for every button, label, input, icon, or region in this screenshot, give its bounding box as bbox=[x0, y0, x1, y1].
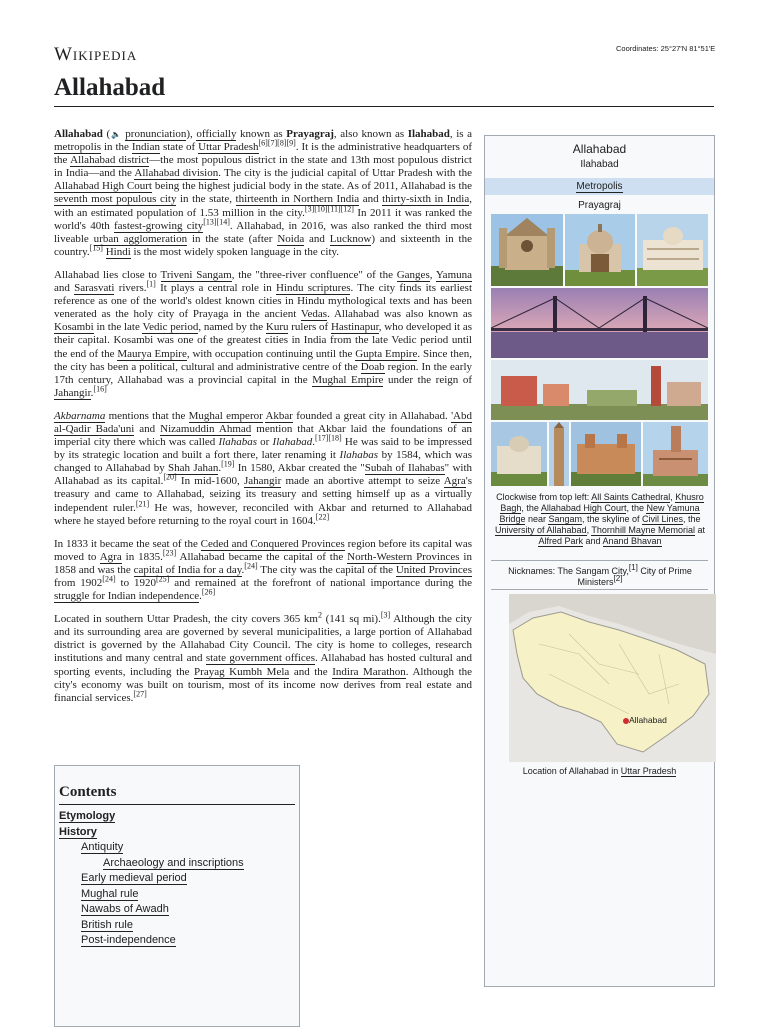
text: in the ancient bbox=[228, 308, 301, 321]
toc-item-mughal-rule[interactable] bbox=[81, 887, 299, 903]
toc-list bbox=[55, 809, 299, 949]
text: In 1580, Akbar created the " bbox=[234, 462, 365, 475]
text: . The city is the judicial capital of Uttar Pradesh with the bbox=[218, 167, 472, 180]
toc-label: Post-independence bbox=[81, 934, 176, 946]
link-allahabad-district[interactable]: Allahabad district bbox=[70, 154, 150, 167]
toc-item-british-rule[interactable] bbox=[81, 918, 299, 934]
link-subah[interactable]: Subah of Ilahabas bbox=[364, 462, 445, 475]
text: In 2011 it was ranked the world's 40th bbox=[54, 206, 472, 232]
link-capital-for-a-day[interactable]: capital of India for a day bbox=[133, 563, 242, 576]
toc-item-early-medieval[interactable] bbox=[81, 871, 299, 887]
link-alfred-park[interactable]: Alfred Park bbox=[538, 536, 583, 546]
photo-new-yamuna-bridge[interactable] bbox=[491, 288, 708, 358]
location-map[interactable] bbox=[509, 594, 716, 762]
paragraph-british bbox=[54, 538, 472, 603]
link-high-court[interactable]: Allahabad High Court bbox=[54, 180, 152, 193]
text: or bbox=[257, 436, 273, 449]
text: , the bbox=[626, 503, 647, 513]
text: region. In the early 17th century, Allahabad was a provincial capital in the bbox=[54, 360, 472, 386]
text: and bbox=[54, 282, 75, 295]
text: by 1584, which was changed to Allahabad by bbox=[54, 449, 473, 475]
link-high-court[interactable]: Allahabad High Court bbox=[540, 503, 627, 513]
toc-item-archaeology[interactable] bbox=[103, 856, 299, 872]
reference[interactable]: [27] bbox=[133, 689, 147, 699]
link-thornhill[interactable]: Thornhill Mayne Memorial bbox=[591, 525, 695, 535]
text: under the reign of bbox=[383, 373, 473, 386]
text: The city was the capital of the bbox=[257, 563, 396, 576]
text: . bbox=[199, 590, 202, 603]
map-marker-label: Allahabad bbox=[629, 715, 667, 725]
toc-title: Contents bbox=[59, 784, 117, 800]
reference[interactable]: [6][7][8][9] bbox=[258, 138, 296, 148]
reference[interactable]: [1] bbox=[146, 279, 156, 289]
text: , the "three-river confluence" of the bbox=[231, 268, 397, 281]
pronunciation-link[interactable]: pronunciation bbox=[125, 128, 187, 140]
map-caption bbox=[485, 766, 714, 776]
table-of-contents bbox=[54, 765, 300, 1027]
infobox-type-band bbox=[485, 178, 714, 195]
text: Although the city and its surrounding area are governed by several municipalities, a large portion of Allahabad district is governed by the Allahabad City Council. The city is home to colleges, research institutions and many central and bbox=[54, 613, 472, 665]
metropolis-link[interactable]: Metropolis bbox=[576, 181, 623, 192]
text: He was, however, reconciled with Akbar and returned to Allahabad where he stayed before returning to the royal court in 1604. bbox=[54, 501, 472, 527]
text: . Allahabad has hosted cultural and sporting events, including the bbox=[54, 652, 472, 678]
text: state of bbox=[160, 141, 199, 154]
toc-item-post-independence[interactable] bbox=[81, 933, 299, 949]
link-agra-2[interactable]: Agra bbox=[99, 550, 122, 563]
infobox bbox=[484, 135, 715, 987]
link-indian[interactable]: Indian bbox=[131, 141, 160, 154]
reference[interactable]: [23] bbox=[162, 548, 177, 558]
infobox-divider bbox=[491, 589, 708, 590]
text: rivers. bbox=[114, 282, 147, 295]
text: is the most widely spoken language in the city. bbox=[130, 245, 340, 258]
photo-civil-lines-skyline[interactable] bbox=[491, 360, 708, 420]
reference[interactable]: [3] bbox=[380, 610, 391, 620]
link-gupta-empire[interactable]: Gupta Empire bbox=[355, 347, 418, 360]
link-state-government[interactable]: state government offices bbox=[205, 652, 315, 665]
toc-label: Etymology bbox=[59, 810, 116, 822]
link-new-yamuna-bridge[interactable]: New Yamuna Bridge bbox=[499, 503, 700, 524]
link-urban-agglomeration[interactable]: urban agglomeration bbox=[93, 232, 188, 245]
link-kuru[interactable]: Kuru bbox=[265, 321, 289, 334]
reference[interactable]: [15] bbox=[89, 243, 103, 253]
infobox-title: Allahabad bbox=[572, 142, 627, 156]
text: In mid-1600, bbox=[176, 475, 244, 488]
reference[interactable]: [20] bbox=[163, 472, 177, 482]
text: in the state (after bbox=[187, 232, 278, 245]
photo-all-saints-cathedral[interactable] bbox=[491, 214, 563, 286]
text: In 1833 it became the seat of the bbox=[54, 537, 201, 550]
text: , bbox=[586, 525, 592, 535]
link-metropolis[interactable]: metropolis bbox=[54, 141, 102, 154]
text: from 1902 bbox=[54, 577, 103, 589]
text: and bbox=[359, 193, 383, 206]
text: , is a bbox=[449, 128, 472, 140]
text: mentions that the bbox=[105, 409, 189, 422]
link-nizamuddin[interactable]: Nizamuddin Ahmad bbox=[160, 422, 252, 435]
text: made an abortive attempt to seize bbox=[281, 475, 444, 488]
photo-anand-bhavan[interactable] bbox=[643, 422, 708, 486]
reference[interactable]: [26] bbox=[201, 587, 216, 597]
link-kosambi[interactable]: Kosambi bbox=[54, 321, 94, 334]
nicknames-label: Nicknames: bbox=[508, 566, 558, 576]
photo-university-of-allahabad[interactable] bbox=[491, 422, 547, 486]
link-kumbh-mela[interactable]: Prayag Kumbh Mela bbox=[194, 665, 290, 678]
link-mughal-empire[interactable]: Mughal Empire bbox=[312, 373, 384, 386]
text: Clockwise from top left: bbox=[496, 492, 592, 502]
link-officially[interactable]: officially bbox=[196, 128, 237, 140]
text: to 1920 bbox=[115, 577, 157, 589]
italic-term: Ilahabad bbox=[272, 436, 313, 449]
text: Location of Allahabad in bbox=[522, 766, 621, 776]
text: 's treasury and came to Allahabad, seizing its treasury and setting himself up as a virtually independent ruler. bbox=[54, 475, 472, 514]
text: in the bbox=[101, 141, 132, 154]
link-uttar-pradesh[interactable]: Uttar Pradesh bbox=[198, 141, 259, 154]
text: at bbox=[694, 525, 705, 535]
reference[interactable]: [25] bbox=[156, 574, 170, 584]
link-hastinapur[interactable]: Hastinapur bbox=[330, 321, 379, 334]
text: , also known as bbox=[333, 128, 408, 140]
link-lucknow[interactable]: Lucknow bbox=[329, 232, 372, 245]
link-akbar[interactable]: Akbar bbox=[265, 409, 293, 422]
text: , named by the bbox=[198, 321, 266, 334]
link-yamuna[interactable]: Yamuna bbox=[435, 268, 473, 281]
text: " with Allahabad as its capital. bbox=[54, 462, 473, 488]
reference[interactable]: [16] bbox=[93, 384, 107, 394]
text: . bbox=[312, 436, 316, 449]
link-indira-marathon[interactable]: Indira Marathon bbox=[332, 665, 406, 678]
title-divider bbox=[54, 106, 714, 107]
text: near bbox=[525, 514, 549, 524]
photo-thornhill-mayne-memorial[interactable] bbox=[571, 422, 641, 486]
link-independence-struggle[interactable]: struggle for Indian independence bbox=[54, 590, 200, 603]
link-anand-bhavan[interactable]: Anand Bhavan bbox=[602, 536, 662, 546]
text: region before its capital was moved to bbox=[54, 537, 472, 563]
toc-item-history[interactable] bbox=[59, 825, 299, 841]
infobox-native-name: Ilahabad bbox=[580, 159, 619, 170]
link-hindi[interactable]: Hindi bbox=[105, 245, 131, 258]
text: . Allahabad, in 2016, was also ranked the third most liveable bbox=[54, 219, 472, 245]
link-civil-lines[interactable]: Civil Lines bbox=[642, 514, 684, 524]
text: ) and sixteenth in the country. bbox=[54, 232, 472, 258]
text: rulers of bbox=[288, 321, 331, 334]
text: . Although the city's economy was built on tourism, most of its income now derives from real estate and financial services. bbox=[54, 665, 473, 704]
text: , bbox=[670, 492, 676, 502]
text: . It is the administrative headquarters of the bbox=[54, 141, 472, 167]
nicknames bbox=[491, 563, 709, 588]
link-hindu-scriptures[interactable]: Hindu scriptures bbox=[275, 282, 351, 295]
photo-university-tower[interactable] bbox=[549, 422, 569, 486]
text: being the highest judicial body in the state. As of 2011, Allahabad is the bbox=[151, 180, 472, 193]
toc-label: Antiquity bbox=[81, 841, 124, 853]
link-university[interactable]: University of Allahabad bbox=[495, 525, 587, 535]
link-allahabad-division[interactable]: Allahabad division bbox=[134, 167, 219, 180]
coordinates[interactable]: Coordinates: 25°27′N 81°51′E bbox=[616, 44, 716, 53]
text: and remained at the forefront of national importance during the bbox=[169, 577, 472, 589]
link-ganges[interactable]: Ganges bbox=[396, 268, 430, 281]
link-ceded-provinces[interactable]: Ceded and Conquered Provinces bbox=[200, 537, 345, 550]
link-thirteenth[interactable]: thirteenth in Northern India bbox=[235, 193, 360, 206]
toc-label: Early medieval period bbox=[81, 872, 187, 884]
reference[interactable]: [17][18] bbox=[315, 433, 342, 443]
toc-item-etymology[interactable] bbox=[59, 809, 299, 825]
link-shah-jahan[interactable]: Shah Jahan bbox=[168, 462, 219, 475]
reference[interactable]: [2] bbox=[613, 574, 623, 583]
reference[interactable]: [21] bbox=[135, 498, 150, 508]
link-thirty-sixth[interactable]: thirty-sixth in India bbox=[382, 193, 470, 206]
text: . Since then, the city has been a political, cultural and administrative centre of the bbox=[54, 347, 472, 373]
paragraph-intro: Allahabad (🔈 pronunciation), officially known as Prayagraj, also known as Ilahabad, is a metropolis in the Indian state of Uttar Pradesh[6][7][8][9]. It is the administrative headquarters of the Allahabad district—the most populous district in the state and 13th most populous district in India—and the Allahabad division. The city is the judicial capital of Uttar Pradesh with the Allahabad High Court being the highest judicial body in the state. As of 2011, Allahabad is the seventh most populous city in the state, thirteenth in Northern India and thirty-sixth in India, with an estimated population of 1.53 million in the city.[3][10][11][12] In 2011 it was ranked the world's 40th fastest-growing city[13][14]. Allahabad, in 2016, was also ranked the third most liveable urban agglomeration in the state (after Noida and Lucknow) and sixteenth in the country.[15] Hindi is the most widely spoken language in the city. bbox=[54, 128, 472, 258]
toc-label: British rule bbox=[81, 918, 133, 931]
text: . bbox=[90, 386, 94, 399]
link-fastest-growing[interactable]: fastest-growing city bbox=[114, 219, 204, 232]
infobox-other-name: Prayagraj bbox=[578, 200, 621, 211]
reference[interactable]: [3][10][11][12] bbox=[304, 203, 354, 213]
text: ), bbox=[186, 128, 197, 140]
paragraph-geography bbox=[54, 610, 473, 705]
text: known as bbox=[236, 128, 287, 140]
text: , the bbox=[683, 514, 701, 524]
italic-term: Ilahabas bbox=[339, 449, 379, 462]
wikipedia-logo[interactable]: Wikipedia bbox=[54, 44, 138, 65]
text: , with occupation continuing until the bbox=[186, 347, 356, 360]
link-agra[interactable]: Agra bbox=[443, 475, 466, 488]
link-seventh-most-populous[interactable]: seventh most populous city bbox=[54, 193, 177, 206]
reference[interactable]: [24] bbox=[102, 574, 116, 584]
text: It plays a central role in bbox=[155, 282, 276, 295]
text: . bbox=[241, 563, 245, 576]
link-united-provinces[interactable]: United Provinces bbox=[395, 563, 472, 576]
toc-divider bbox=[59, 804, 295, 805]
text: and bbox=[304, 232, 330, 245]
text: in the state, bbox=[176, 193, 236, 206]
reference[interactable]: [24] bbox=[244, 561, 258, 571]
text: . bbox=[218, 462, 222, 475]
text: . Allahabad was also known as bbox=[327, 308, 472, 321]
text: in 1835. bbox=[121, 550, 163, 563]
italic-term: Ilahabas bbox=[218, 436, 257, 449]
article-body bbox=[54, 128, 472, 715]
paragraph-mughal bbox=[54, 410, 472, 528]
text: He was said to be impressed by its strategic location and built a fort there, later renaming it bbox=[54, 436, 472, 462]
text: The Sangam City, bbox=[557, 566, 629, 576]
toc-item-antiquity[interactable] bbox=[81, 840, 299, 856]
text: , who developed it as their capital. Kosambi was one of the greatest cities in India from the late Vedic period until the end of the bbox=[54, 321, 472, 360]
text: , the bbox=[521, 503, 541, 513]
toc-label: Archaeology and inscriptions bbox=[103, 856, 244, 869]
text: , bbox=[429, 268, 436, 281]
text: founded a great city in Allahabad. bbox=[292, 409, 452, 422]
text: Allahabad lies close to bbox=[54, 268, 161, 281]
link-jahangir-2[interactable]: Jahangir bbox=[243, 475, 282, 488]
link-all-saints[interactable]: All Saints Cathedral bbox=[591, 492, 671, 502]
page-title: Allahabad bbox=[54, 74, 166, 101]
reference[interactable]: [22] bbox=[315, 511, 330, 521]
link-khusro-bagh[interactable]: Khusro Bagh bbox=[500, 492, 704, 513]
link-maurya-empire[interactable]: Maurya Empire bbox=[117, 347, 187, 360]
text: and the bbox=[289, 665, 333, 678]
text: (141 sq mi). bbox=[321, 613, 381, 626]
link-akbarnama[interactable]: Akbarnama bbox=[54, 409, 106, 422]
link-doab[interactable]: Doab bbox=[360, 360, 385, 373]
link-badauni[interactable]: 'Abd al-Qadir Bada'uni bbox=[54, 409, 473, 435]
reference[interactable]: [13][14] bbox=[203, 217, 230, 226]
alt-name-bold: Prayagraj bbox=[286, 128, 334, 140]
text: and bbox=[134, 422, 161, 435]
link-sarasvati[interactable]: Sarasvati bbox=[74, 282, 115, 295]
alt-name-bold: Ilahabad bbox=[407, 128, 450, 140]
link-triveni-sangam[interactable]: Triveni Sangam bbox=[160, 268, 232, 281]
link-jahangir[interactable]: Jahangir bbox=[54, 386, 91, 399]
reference[interactable]: [19] bbox=[221, 459, 235, 469]
superscript: 2 bbox=[317, 610, 322, 620]
toc-label: History bbox=[59, 825, 97, 838]
reference[interactable]: [1] bbox=[628, 563, 638, 572]
speaker-icon[interactable]: 🔈 bbox=[110, 130, 122, 139]
subject-bold: Allahabad bbox=[54, 128, 103, 140]
text: and bbox=[582, 536, 603, 546]
text: Allahabad became the capital of the bbox=[176, 550, 348, 563]
link-mughal-emperor[interactable]: Mughal emperor bbox=[188, 409, 263, 422]
text: , the skyline of bbox=[582, 514, 643, 524]
link-uttar-pradesh-map[interactable]: Uttar Pradesh bbox=[620, 766, 677, 776]
text: —the most populous district in the state and 13th most populous district in India—and the bbox=[54, 154, 472, 180]
text: , with an estimated population of 1.53 million in the city. bbox=[54, 193, 472, 219]
link-north-western-provinces[interactable]: North-Western Provinces bbox=[347, 550, 460, 563]
link-vedic-period[interactable]: Vedic period bbox=[142, 321, 199, 334]
link-noida[interactable]: Noida bbox=[277, 232, 305, 245]
toc-label: Mughal rule bbox=[81, 887, 139, 900]
text: in 1858 and was the bbox=[54, 550, 472, 576]
photo-allahabad-high-court[interactable] bbox=[637, 214, 708, 286]
text: mention that Akbar laid the foundations of an imperial city there which was called bbox=[54, 422, 472, 449]
toc-label: Nawabs of Awadh bbox=[81, 903, 169, 915]
toc-item-nawabs[interactable] bbox=[81, 902, 299, 918]
text: Located in southern Uttar Pradesh, the city covers 365 km bbox=[54, 613, 318, 626]
text: City of Prime Ministers bbox=[577, 566, 692, 587]
photo-khusro-bagh[interactable] bbox=[565, 214, 635, 286]
infobox-divider bbox=[491, 560, 708, 561]
text: Prayaga bbox=[192, 308, 229, 321]
text: in the late bbox=[93, 321, 143, 334]
paragraph-history bbox=[54, 269, 472, 400]
text: . The city finds its earliest reference as one of the world's oldest known cities in Hindu mythological texts and has been venerated as the holy city of bbox=[54, 282, 473, 321]
link-vedas[interactable]: Vedas bbox=[300, 308, 328, 321]
link-sangam[interactable]: Sangam bbox=[548, 514, 582, 524]
photo-caption bbox=[491, 492, 709, 547]
